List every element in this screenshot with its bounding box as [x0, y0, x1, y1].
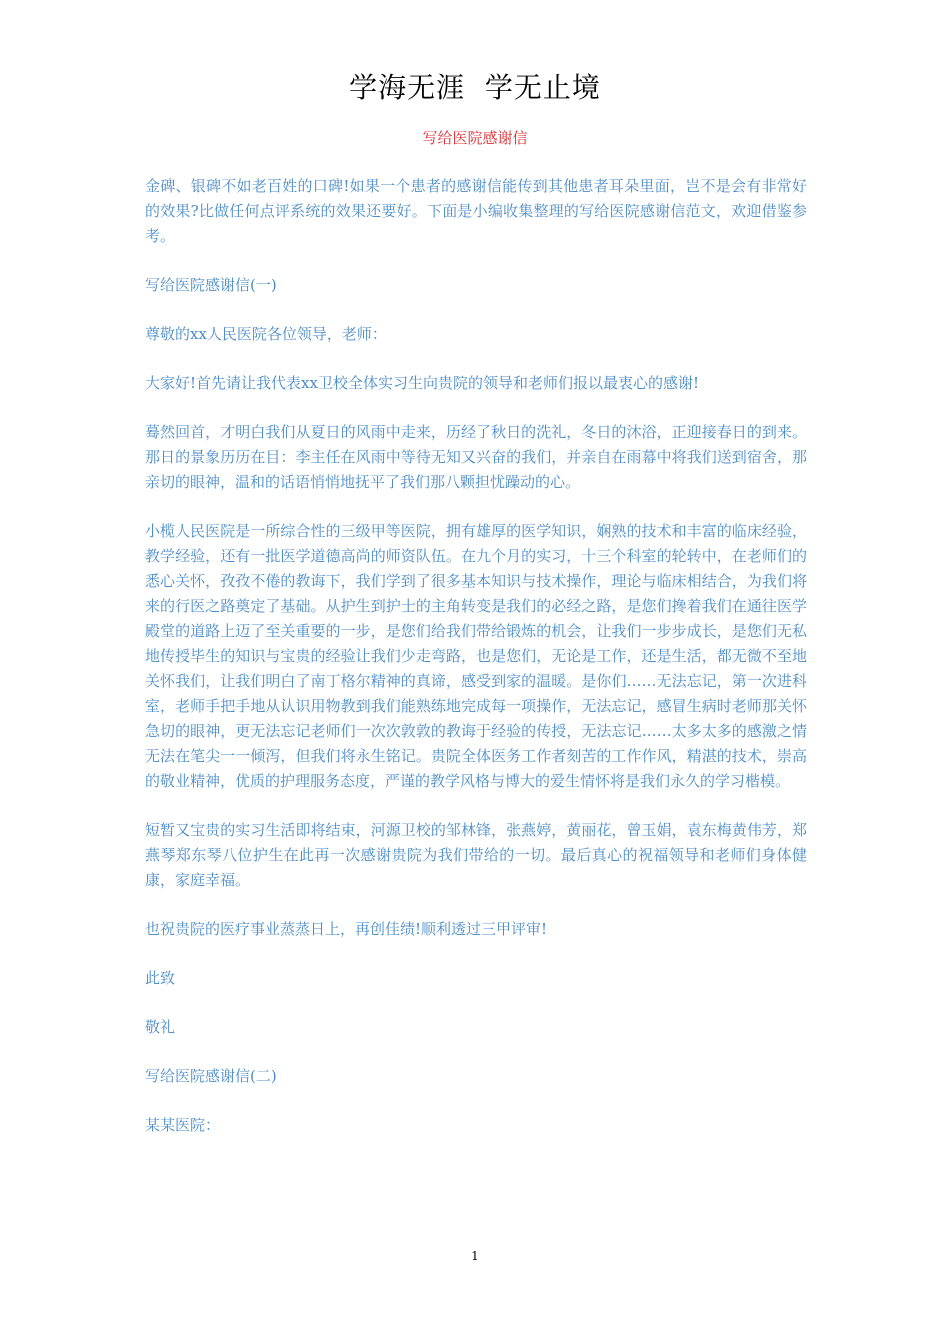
intro-paragraph: 金碑、银碑不如老百姓的口碑!如果一个患者的感谢信能传到其他患者耳朵里面，岂不是会有非常好的效果?比做任何点评系统的效果还要好。下面是小编收集整理的写给医院感谢信范文，欢迎借鉴参考。	[145, 177, 807, 245]
body-paragraph: 蓦然回首，才明白我们从夏日的风雨中走来，历经了秋日的洗礼，冬日的沐浴，正迎接春日的到来。那日的景象历历在目：李主任在风雨中等待无知又兴奋的我们，并亲自在雨幕中将我们送到宿舍，那亲切的眼神，温和的话语悄悄地抚平了我们那八颗担忧躁动的心。	[145, 423, 807, 491]
document-title: 写给医院感谢信	[422, 129, 528, 147]
header-title: 学海无涯 学无止境	[349, 71, 601, 104]
greeting-paragraph: 大家好!首先请让我代表xx卫校全体实习生向贵院的领导和老师们报以最衷心的感谢!	[145, 374, 699, 392]
document-body	[145, 174, 807, 1162]
page-number: 1	[471, 1249, 479, 1263]
closing-line: 此致	[145, 969, 176, 987]
salutation: 尊敬的xx人民医院各位领导，老师：	[145, 325, 387, 343]
wish-paragraph: 也祝贵院的医疗事业蒸蒸日上，再创佳绩!顺利透过三甲评审!	[145, 920, 548, 938]
body-paragraph: 短暂又宝贵的实习生活即将结束，河源卫校的邹林锋，张燕婷，黄丽花，曾玉娟，袁东梅黄伟芳，郑燕琴郑东琴八位护生在此再一次感谢贵院为我们带给的一切。最后真心的祝福领导和老师们身体健康，家庭幸福。	[145, 821, 807, 889]
section-heading-1: 写给医院感谢信(一)	[145, 276, 277, 294]
salutation-2: 某某医院：	[145, 1116, 221, 1134]
closing-salute: 敬礼	[145, 1018, 176, 1036]
section-heading-2: 写给医院感谢信(二)	[145, 1067, 277, 1085]
body-paragraph: 小榄人民医院是一所综合性的三级甲等医院，拥有雄厚的医学知识，娴熟的技术和丰富的临床经验，教学经验，还有一批医学道德高尚的师资队伍。在九个月的实习，十三个科室的轮转中，在老师们的悉心关怀，孜孜不倦的教诲下，我们学到了很多基本知识与技术操作，理论与临床相结合，为我们将来的行医之路奠定了基础。从护生到护士的主角转变是我们的必经之路，是您们搀着我们在通往医学殿堂的道路上迈了至关重要的一步，是您们给我们带给锻炼的机会，让我们一步步成长，是您们无私地传授毕生的知识与宝贵的经验让我们少走弯路，也是您们，无论是工作，还是生活，都无微不至地关怀我们，让我们明白了南丁格尔精神的真谛，感受到家的温暖。是你们……无法忘记，第一次进科室，老师手把手地从认识用物教到我们能熟练地完成每一项操作，无法忘记，感冒生病时老师那关怀急切的眼神，更无法忘记老师们一次次敦敦的教诲于经验的传授，无法忘记……太多太多的感激之情无法在笔尖一一倾泻，但我们将永生铭记。贵院全体医务工作者刻苦的工作作风，精湛的技术，崇高的敬业精神，优质的护理服务态度，严谨的教学风格与博大的爱生情怀将是我们永久的学习楷模。	[145, 522, 807, 790]
